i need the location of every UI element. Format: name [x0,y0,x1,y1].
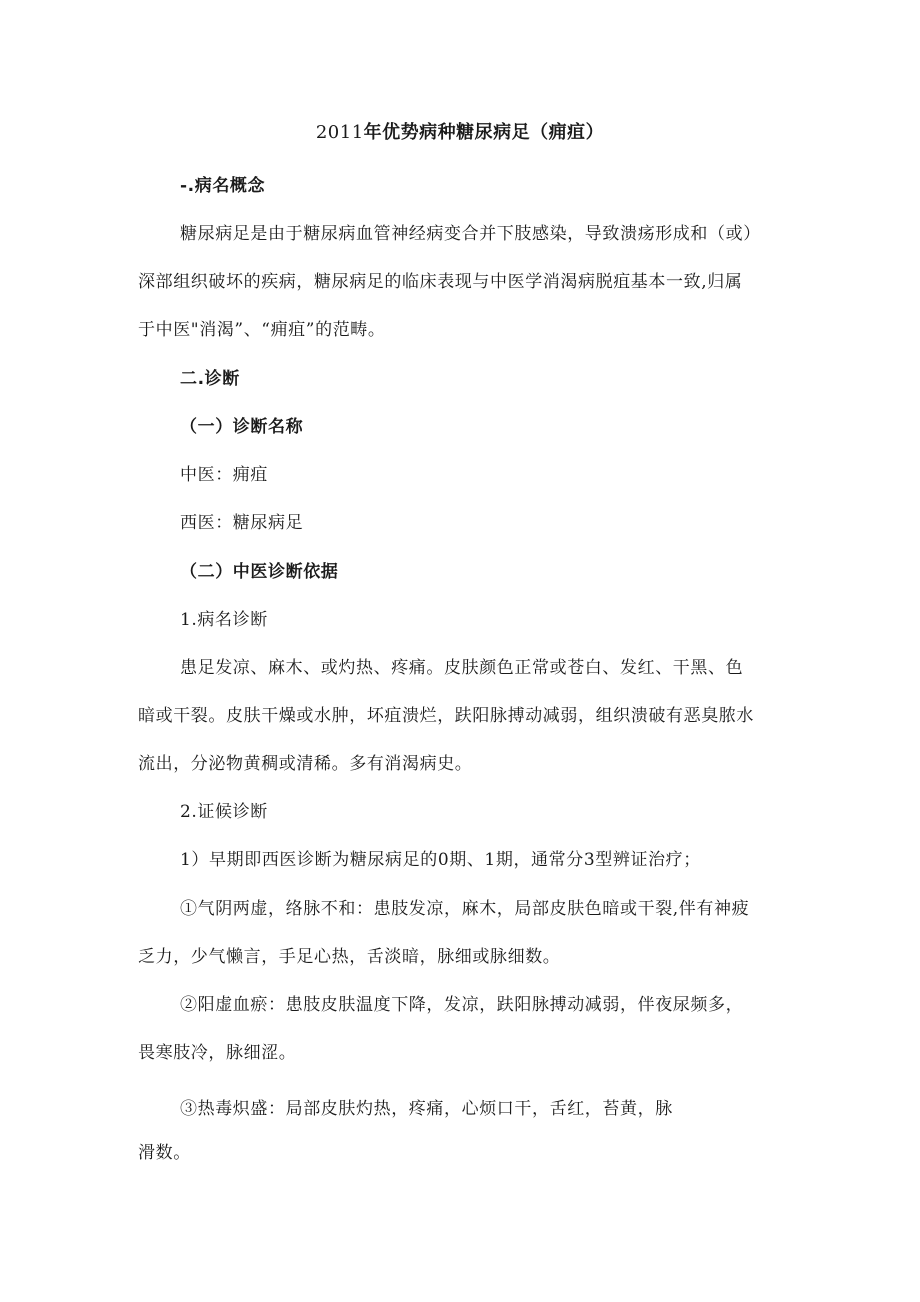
title-year: 2011 [315,122,364,143]
numbered-heading: 1.病名诊断 [180,610,268,630]
paragraph-line: 糖尿病足是由于糖尿病血管神经病变合并下肢感染，导致溃疡形成和（或） [180,224,761,244]
paragraph-line: ①气阴两虚，络脉不和：患肢发凉，麻木，局部皮肤色暗或干裂,伴有神疲 [180,899,750,919]
paragraph-line: 流出，分泌物黄稠或清稀。多有消渴病史。 [138,754,473,774]
paragraph-line: 暗或干裂。皮肤干燥或水肿，坏疽溃烂，趺阳脉搏动减弱，组织溃破有恶臭脓水 [138,706,754,726]
paragraph-line: 乏力，少气懒言，手足心热，舌淡暗，脉细或脉细数。 [138,947,561,967]
paragraph-line: 西医：糖尿病足 [180,513,304,533]
document-title [0,120,920,146]
subsection-heading-tcm-basis: （二）中医诊断依据 [180,562,339,582]
section-heading-concept: -.病名概念 [180,176,266,196]
paragraph-line: 患足发凉、麻木、或灼热、疼痛。皮肤颜色正常或苍白、发红、干黑、色 [180,658,744,678]
section-heading-diagnosis: 二.诊断 [180,369,240,389]
paragraph-line: 滑数。 [138,1143,191,1163]
paragraph-line: 1）早期即西医诊断为糖尿病足的0期、1期，通常分3型辨证治疗； [180,850,701,870]
subsection-heading-diagnosis-names: （一）诊断名称 [180,417,304,437]
paragraph-line: 中医：痈疽 [180,465,268,485]
title-text: 年优势病种糖尿病足（痈疽） [363,122,605,143]
paragraph-line: 畏寒肢冷，脉细涩。 [138,1043,297,1063]
paragraph-line: ②阳虚血瘀：患肢皮肤温度下降，发凉，趺阳脉搏动减弱，伴夜尿频多， [180,995,744,1015]
paragraph-line: 于中医"消渴”、“痈疽”的范畴。 [138,320,386,340]
numbered-heading: 2.证候诊断 [180,802,268,822]
paragraph-line: ③热毒炽盛：局部皮肤灼热，疼痛，心烦口干，舌红，苔黄，脉 [180,1099,673,1119]
paragraph-line: 深部组织破坏的疾病，糖尿病足的临床表现与中医学消渴病脱疽基本一致,归属 [138,272,743,292]
